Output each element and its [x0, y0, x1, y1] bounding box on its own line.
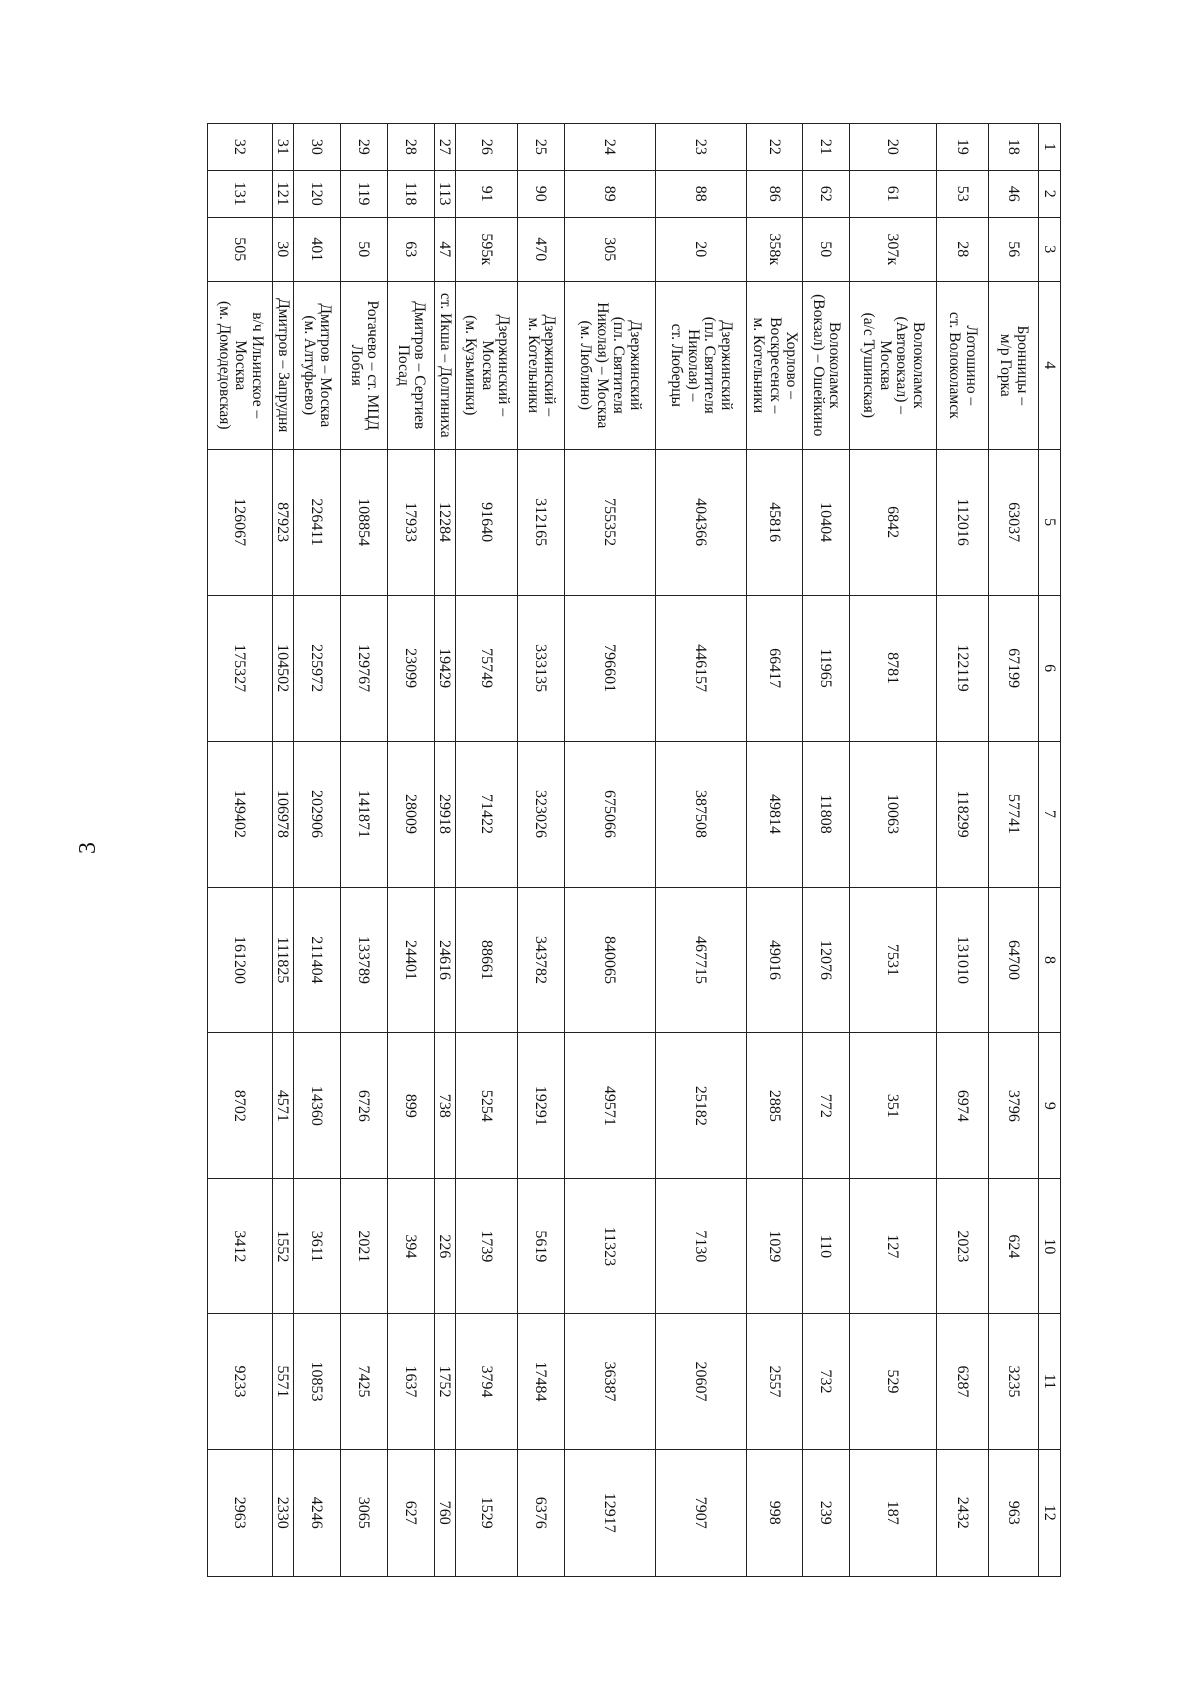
table-cell: 11965 — [803, 595, 850, 741]
page-number: 3 — [75, 842, 101, 854]
table-cell: 30 — [273, 217, 294, 281]
table-cell: 113 — [435, 170, 456, 217]
table-cell: 351 — [850, 1033, 937, 1179]
table-cell: 627 — [388, 1449, 435, 1577]
table-cell: 29 — [341, 124, 388, 171]
table-cell: 3412 — [208, 1179, 273, 1314]
table-cell: 1552 — [273, 1179, 294, 1314]
route-name-cell: ст. Икша – Долгиниха — [435, 281, 456, 449]
table-cell: 106978 — [273, 741, 294, 887]
table-cell: 6287 — [937, 1314, 989, 1449]
table-cell: 394 — [388, 1179, 435, 1314]
table-cell: 149402 — [208, 741, 273, 887]
column-header: 12 — [1039, 1449, 1061, 1577]
route-name-cell: в/ч Ильинское – Москва (м. Домодедовская) — [208, 281, 273, 449]
table-cell: 624 — [989, 1179, 1039, 1314]
table-cell: 3065 — [341, 1449, 388, 1577]
table-cell: 71422 — [456, 741, 518, 887]
table-cell: 50 — [803, 217, 850, 281]
table-cell: 796601 — [565, 595, 656, 741]
table-cell: 1637 — [388, 1314, 435, 1449]
table-cell: 19429 — [435, 595, 456, 741]
table-cell: 110 — [803, 1179, 850, 1314]
table-body — [208, 124, 1039, 1577]
table-cell: 6842 — [850, 449, 937, 595]
table-cell: 18 — [989, 124, 1039, 171]
table-cell: 86 — [747, 170, 803, 217]
table-cell: 90 — [518, 170, 565, 217]
table-cell: 446157 — [656, 595, 747, 741]
table-cell: 108854 — [341, 449, 388, 595]
column-header: 11 — [1039, 1314, 1061, 1449]
table-cell: 6376 — [518, 1449, 565, 1577]
table-cell: 88661 — [456, 887, 518, 1033]
table-cell: 2021 — [341, 1179, 388, 1314]
table-cell: 2330 — [273, 1449, 294, 1577]
table-cell: 7907 — [656, 1449, 747, 1577]
table-cell: 2557 — [747, 1314, 803, 1449]
table-row — [388, 124, 435, 1577]
table-cell: 24401 — [388, 887, 435, 1033]
table-cell: 49016 — [747, 887, 803, 1033]
table-cell: 20 — [850, 124, 937, 171]
column-header: 10 — [1039, 1179, 1061, 1314]
table-cell: 11808 — [803, 741, 850, 887]
table-cell: 27 — [435, 124, 456, 171]
table-row — [273, 124, 294, 1577]
table-cell: 7425 — [341, 1314, 388, 1449]
table-cell: 49814 — [747, 741, 803, 887]
table-cell: 161200 — [208, 887, 273, 1033]
table-cell: 8781 — [850, 595, 937, 741]
table-cell: 56 — [989, 217, 1039, 281]
table-cell: 129767 — [341, 595, 388, 741]
table-row — [656, 124, 747, 1577]
table-cell: 62 — [803, 170, 850, 217]
table-cell: 26 — [456, 124, 518, 171]
table-cell: 63037 — [989, 449, 1039, 595]
table-cell: 755352 — [565, 449, 656, 595]
table-cell: 12076 — [803, 887, 850, 1033]
table-cell: 19 — [937, 124, 989, 171]
table-cell: 67199 — [989, 595, 1039, 741]
table-cell: 127 — [850, 1179, 937, 1314]
table-cell: 122119 — [937, 595, 989, 741]
table-cell: 30 — [294, 124, 341, 171]
table-row — [937, 124, 989, 1577]
table-cell: 64700 — [989, 887, 1039, 1033]
route-name-cell: Лотошино – ст. Волоколамск — [937, 281, 989, 449]
table-cell: 12284 — [435, 449, 456, 595]
column-header: 2 — [1039, 170, 1061, 217]
table-cell: 226 — [435, 1179, 456, 1314]
column-header: 9 — [1039, 1033, 1061, 1179]
table-row — [747, 124, 803, 1577]
table-cell: 57741 — [989, 741, 1039, 887]
table-cell: 25182 — [656, 1033, 747, 1179]
table-row — [341, 124, 388, 1577]
table-cell: 5619 — [518, 1179, 565, 1314]
table-cell: 24 — [565, 124, 656, 171]
table-cell: 63 — [388, 217, 435, 281]
route-name-cell: Хорлово – Воскресенск – м. Котельники — [747, 281, 803, 449]
table-cell: 323026 — [518, 741, 565, 887]
table-cell: 7130 — [656, 1179, 747, 1314]
table-cell: 118299 — [937, 741, 989, 887]
table-cell: 46 — [989, 170, 1039, 217]
table-cell: 28 — [388, 124, 435, 171]
route-name-cell: Дзержинский – м. Котельники — [518, 281, 565, 449]
table-cell: 131010 — [937, 887, 989, 1033]
table-cell: 675066 — [565, 741, 656, 887]
table-cell: 175327 — [208, 595, 273, 741]
table-cell: 75749 — [456, 595, 518, 741]
table-cell: 202906 — [294, 741, 341, 887]
table-cell: 21 — [803, 124, 850, 171]
table-cell: 4246 — [294, 1449, 341, 1577]
table-cell: 5254 — [456, 1033, 518, 1179]
table-cell: 307к — [850, 217, 937, 281]
route-name-cell: Волоколамск (Автовокзал) – Москва (а/с Тушинская) — [850, 281, 937, 449]
table-cell: 32 — [208, 124, 273, 171]
table-cell: 12917 — [565, 1449, 656, 1577]
table-row — [850, 124, 937, 1577]
table-cell: 187 — [850, 1449, 937, 1577]
table-cell: 120 — [294, 170, 341, 217]
table-cell: 2023 — [937, 1179, 989, 1314]
table-row — [208, 124, 273, 1577]
table-cell: 31 — [273, 124, 294, 171]
table-row — [565, 124, 656, 1577]
route-name-cell: Дзержинский (пл. Святителя Николая) – Москва (м. Люблино) — [565, 281, 656, 449]
table-cell: 211404 — [294, 887, 341, 1033]
table-cell: 19291 — [518, 1033, 565, 1179]
table-cell: 23099 — [388, 595, 435, 741]
table-cell: 53 — [937, 170, 989, 217]
table-cell: 404366 — [656, 449, 747, 595]
table-cell: 1529 — [456, 1449, 518, 1577]
table-cell: 36387 — [565, 1314, 656, 1449]
table-cell: 91640 — [456, 449, 518, 595]
table-row — [294, 124, 341, 1577]
table-cell: 899 — [388, 1033, 435, 1179]
table-cell: 226411 — [294, 449, 341, 595]
table-cell: 119 — [341, 170, 388, 217]
table-cell: 22 — [747, 124, 803, 171]
column-header: 7 — [1039, 741, 1061, 887]
table-cell: 126067 — [208, 449, 273, 595]
table-row — [518, 124, 565, 1577]
route-name-cell: Дзержинский – Москва (м. Кузьминки) — [456, 281, 518, 449]
table-cell: 17484 — [518, 1314, 565, 1449]
table-cell: 3794 — [456, 1314, 518, 1449]
table-cell: 10404 — [803, 449, 850, 595]
table-cell: 225972 — [294, 595, 341, 741]
table-cell: 50 — [341, 217, 388, 281]
table-cell: 24616 — [435, 887, 456, 1033]
table-cell: 998 — [747, 1449, 803, 1577]
table-cell: 312165 — [518, 449, 565, 595]
table-cell: 10853 — [294, 1314, 341, 1449]
table-cell: 49571 — [565, 1033, 656, 1179]
table-cell: 10063 — [850, 741, 937, 887]
route-name-cell: Бронницы – м/р Горка — [989, 281, 1039, 449]
table-cell: 2432 — [937, 1449, 989, 1577]
table-cell: 45816 — [747, 449, 803, 595]
table-cell: 23 — [656, 124, 747, 171]
table-cell: 20 — [656, 217, 747, 281]
table-cell: 88 — [656, 170, 747, 217]
table-cell: 401 — [294, 217, 341, 281]
route-name-cell: Рогачево – ст. МЦД Лобня — [341, 281, 388, 449]
table-cell: 505 — [208, 217, 273, 281]
column-header: 8 — [1039, 887, 1061, 1033]
table-cell: 11323 — [565, 1179, 656, 1314]
column-header: 5 — [1039, 449, 1061, 595]
data-table — [207, 123, 1061, 1577]
table-cell: 66417 — [747, 595, 803, 741]
route-name-cell: Дмитров – Сергиев Посад — [388, 281, 435, 449]
table-cell: 7531 — [850, 887, 937, 1033]
table-cell: 89 — [565, 170, 656, 217]
table-cell: 2963 — [208, 1449, 273, 1577]
table-cell: 2885 — [747, 1033, 803, 1179]
route-name-cell: Дзержинский (пл. Святителя Николая) – ст. Люберцы — [656, 281, 747, 449]
table-cell: 3796 — [989, 1033, 1039, 1179]
table-cell: 29918 — [435, 741, 456, 887]
table-cell: 87923 — [273, 449, 294, 595]
table-container — [207, 123, 1061, 1577]
table-cell: 738 — [435, 1033, 456, 1179]
table-cell: 4571 — [273, 1033, 294, 1179]
route-name-cell: Волоколамск (Вокзал) – Ошейкино — [803, 281, 850, 449]
table-cell: 5571 — [273, 1314, 294, 1449]
table-cell: 112016 — [937, 449, 989, 595]
table-row — [989, 124, 1039, 1577]
table-cell: 343782 — [518, 887, 565, 1033]
table-cell: 732 — [803, 1314, 850, 1449]
table-header — [1039, 124, 1061, 1577]
table-cell: 133789 — [341, 887, 388, 1033]
table-cell: 141871 — [341, 741, 388, 887]
table-cell: 3611 — [294, 1179, 341, 1314]
table-row — [803, 124, 850, 1577]
table-cell: 6974 — [937, 1033, 989, 1179]
table-cell: 20607 — [656, 1314, 747, 1449]
table-cell: 529 — [850, 1314, 937, 1449]
table-cell: 305 — [565, 217, 656, 281]
table-cell: 333135 — [518, 595, 565, 741]
column-header: 6 — [1039, 595, 1061, 741]
table-cell: 963 — [989, 1449, 1039, 1577]
table-cell: 47 — [435, 217, 456, 281]
table-cell: 6726 — [341, 1033, 388, 1179]
table-cell: 358к — [747, 217, 803, 281]
table-row — [435, 124, 456, 1577]
table-cell: 104502 — [273, 595, 294, 741]
table-cell: 772 — [803, 1033, 850, 1179]
table-cell: 840065 — [565, 887, 656, 1033]
table-cell: 28009 — [388, 741, 435, 887]
table-cell: 121 — [273, 170, 294, 217]
table-cell: 1752 — [435, 1314, 456, 1449]
table-cell: 9233 — [208, 1314, 273, 1449]
table-cell: 239 — [803, 1449, 850, 1577]
table-cell: 25 — [518, 124, 565, 171]
table-cell: 1029 — [747, 1179, 803, 1314]
table-cell: 595к — [456, 217, 518, 281]
table-cell: 17933 — [388, 449, 435, 595]
table-cell: 118 — [388, 170, 435, 217]
table-cell: 14360 — [294, 1033, 341, 1179]
table-cell: 91 — [456, 170, 518, 217]
table-cell: 470 — [518, 217, 565, 281]
table-cell: 760 — [435, 1449, 456, 1577]
route-name-cell: Дмитров – Запрудня — [273, 281, 294, 449]
table-cell: 3235 — [989, 1314, 1039, 1449]
column-header: 1 — [1039, 124, 1061, 171]
table-row — [456, 124, 518, 1577]
table-cell: 61 — [850, 170, 937, 217]
table-cell: 387508 — [656, 741, 747, 887]
route-name-cell: Дмитров – Москва (м. Алтуфьево) — [294, 281, 341, 449]
table-cell: 28 — [937, 217, 989, 281]
table-cell: 467715 — [656, 887, 747, 1033]
table-cell: 1739 — [456, 1179, 518, 1314]
column-header: 4 — [1039, 281, 1061, 449]
table-cell: 131 — [208, 170, 273, 217]
column-header: 3 — [1039, 217, 1061, 281]
table-cell: 111825 — [273, 887, 294, 1033]
table-cell: 8702 — [208, 1033, 273, 1179]
